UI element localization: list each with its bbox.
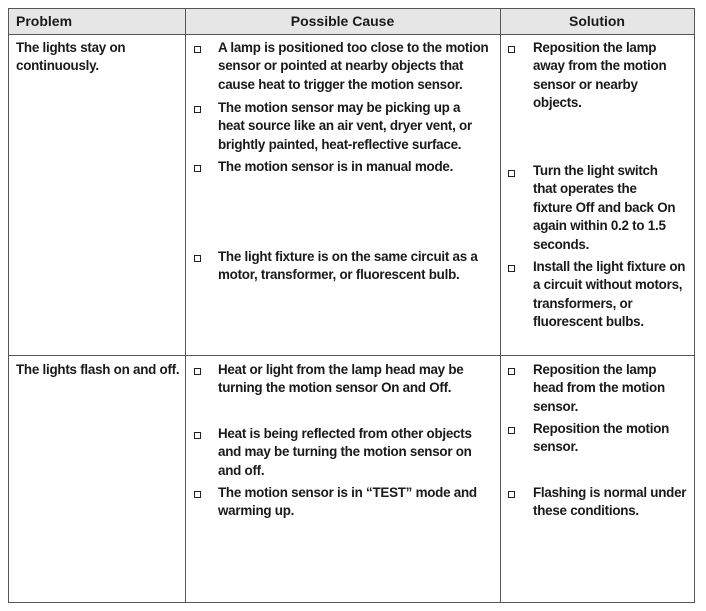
checkbox-bullet-icon [194, 106, 201, 113]
row2-solution-1: Reposition the lamp head from the motion sensor. [533, 362, 665, 414]
header-solution-label: Solution [569, 13, 625, 29]
row1-solution-2: Turn the light switch that operates the fixture Off and back On again within 0.2 to 1.5 seconds. [533, 163, 676, 252]
header-divider [9, 34, 694, 35]
header-cause-label: Possible Cause [290, 13, 395, 29]
column-divider [185, 9, 186, 602]
row1-problem: The lights stay on continuously. [16, 40, 126, 74]
checkbox-bullet-icon [508, 427, 515, 434]
row2-cause-1: Heat or light from the lamp head may be turning the motion sensor On and Off. [218, 362, 464, 396]
header-problem [9, 9, 185, 34]
header-solution [500, 9, 694, 34]
checkbox-bullet-icon [508, 491, 515, 498]
row2-cause-2: Heat is being reflected from other objects and may be turning the motion sensor on and off. [218, 426, 472, 478]
column-divider [500, 9, 501, 602]
checkbox-bullet-icon [194, 432, 201, 439]
row1-solution-3: Install the light fixture on a circuit without motors, transformers, or fluorescent bulbs. [533, 259, 686, 330]
row2-cause-3: The motion sensor is in “TEST” mode and warming up. [218, 485, 477, 519]
row1-cause-2: The motion sensor may be picking up a heat source like an air vent, dryer vent, or brightly painted, heat-reflective surface. [218, 100, 472, 152]
checkbox-bullet-icon [508, 265, 515, 272]
header-problem-label: Problem [16, 13, 73, 29]
checkbox-bullet-icon [194, 491, 201, 498]
row2-solution-2: Reposition the motion sensor. [533, 421, 670, 455]
checkbox-bullet-icon [194, 46, 201, 53]
checkbox-bullet-icon [194, 255, 201, 262]
row2-solution-3: Flashing is normal under these conditions. [533, 485, 687, 519]
checkbox-bullet-icon [194, 165, 201, 172]
checkbox-bullet-icon [508, 170, 515, 177]
checkbox-bullet-icon [508, 46, 515, 53]
checkbox-bullet-icon [508, 368, 515, 375]
header-cause [185, 9, 500, 34]
checkbox-bullet-icon [194, 368, 201, 375]
row1-cause-1: A lamp is positioned too close to the motion sensor or pointed at nearby objects that cause heat to trigger the motion sensor. [218, 40, 489, 92]
row-divider [9, 355, 694, 356]
row1-cause-3: The motion sensor is in manual mode. [218, 159, 454, 174]
row1-cause-4: The light fixture is on the same circuit as a motor, transformer, or fluorescent bulb. [218, 249, 478, 283]
row1-solution-1: Reposition the lamp away from the motion sensor or nearby objects. [533, 40, 667, 111]
troubleshooting-table [8, 8, 695, 603]
row2-problem: The lights flash on and off. [16, 362, 180, 377]
